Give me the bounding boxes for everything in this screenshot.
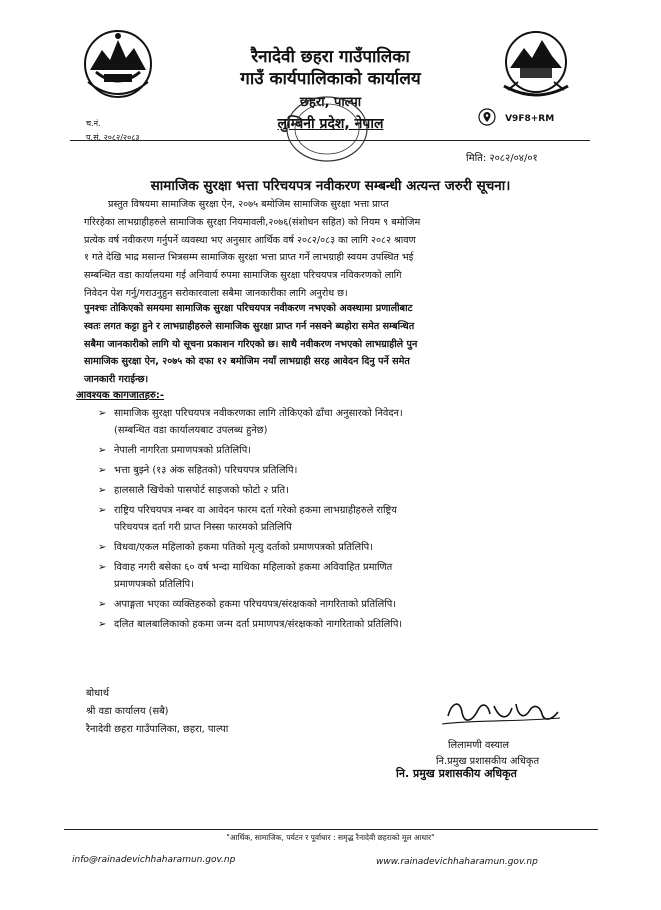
arrow-bullet-icon: ➢ <box>98 542 107 553</box>
office-location: छहरा, पाल्पा <box>299 95 362 110</box>
arrow-bullet-icon: ➢ <box>98 562 107 573</box>
body-line: सम्बन्धित वडा कार्यालयमा गई अनिवार्य रुपमा सामाजिक सुरक्षा परिचयपत्र नविकरणको लागि <box>84 270 402 282</box>
footer-divider <box>64 829 598 830</box>
arrow-bullet-icon: ➢ <box>98 445 107 456</box>
office-province: लुम्बिनी प्रदेश, नेपाल <box>277 116 384 132</box>
body-line: प्रस्तुत विषयमा सामाजिक सुरक्षा ऐन, २०७५ बमोजिम सामाजिक सुरक्षा भत्ता प्राप्त <box>108 199 389 210</box>
list-item: ➢ राष्ट्रिय परिचयपत्र नम्बर वा आवेदन फारम दर्ता गरेको हकमा लाभग्राहीहरुले राष्ट्रिय परिचयपत्र दर्ता गरी प्राप्त निस्सा फारमको प्रतिलिपि <box>98 502 550 536</box>
signatory-title: नि.प्रमुख प्रशासकीय अधिकृत <box>436 756 540 767</box>
arrow-bullet-icon: ➢ <box>98 465 107 476</box>
notice-title: सामाजिक सुरक्षा भत्ता परिचयपत्र नवीकरण सम्बन्धी अत्यन्त जरुरी सूचना। <box>150 178 511 194</box>
notice-date: मिति: २०८२/०४/०१ <box>466 153 538 164</box>
recipient-line: रैनादेवी छहरा गाउँपालिका, छहरा, पाल्पा <box>86 724 229 735</box>
postscript-line: पुनश्चः तोकिएको समयमा सामाजिक सुरक्षा परिचयपत्र नवीकरण नभएको अवस्थामा प्रणालीबाट <box>84 303 413 314</box>
postscript-line: जानकारी गराईन्छ। <box>84 374 149 386</box>
office-name: गाउँ कार्यपालिकाको कार्यालय <box>240 69 421 89</box>
fiscal-year: प.सं. २०८२/२०८३ <box>86 133 140 142</box>
list-item: ➢ हालसालै खिचेको पासपोर्ट साइजको फोटो २ प्रति। <box>98 482 550 499</box>
list-item: ➢ सामाजिक सुरक्षा परिचयपत्र नवीकरणका लागि तोकिएको ढाँचा अनुसारको निवेदन। (सम्बन्धित वडा कार्यालयबाट उपलब्ध हुनेछ) <box>98 405 550 439</box>
header-divider <box>70 140 590 141</box>
arrow-bullet-icon: ➢ <box>98 619 107 630</box>
reference-number-label: च.नं. <box>86 119 101 128</box>
location-pin-icon <box>478 108 496 126</box>
office-stamp <box>284 94 370 164</box>
list-item: ➢ भत्ता बुझ्ने (१३ अंक सहितको) परिचयपत्र प्रतिलिपि। <box>98 462 550 479</box>
list-item: ➢ अपाङ्गता भएका व्यक्तिहरुको हकमा परिचयपत्र/संरक्षकको नागरिताको प्रतिलिपि। <box>98 596 550 613</box>
list-item: ➢ दलित बालबालिकाको हकमा जन्म दर्ता प्रमाणपत्र/संरक्षकको नागरिताको प्रतिलिपि। <box>98 616 550 633</box>
recipients-label: बोधार्थ <box>86 688 109 699</box>
body-line: गरिरहेका लाभग्राहीहरुले सामाजिक सुरक्षा नियमावली,२०७६(संशोधन सहित) को नियम ९ बमोजिम <box>84 216 421 228</box>
body-line: प्रत्येक वर्ष नवीकरण गर्नुपर्ने व्यवस्था भए अनुसार आर्थिक वर्ष २०८२/०८३ का लागि २०८२ श्रावण <box>84 234 416 246</box>
signatory-name: लिलामणी वस्याल <box>448 740 510 751</box>
list-item: ➢ विधवा/एकल महिलाको हकमा पतिको मृत्यु दर्ताको प्रमाणपत्रको प्रतिलिपि। <box>98 539 550 556</box>
body-line: निवेदन पेश गर्नु/गराउनुहुन सरोकारवाला सबैमा जानकारीका लागि अनुरोध छ। <box>84 287 348 299</box>
recipient-line: श्री वडा कार्यालय (सबै) <box>86 706 169 717</box>
arrow-bullet-icon: ➢ <box>98 505 107 516</box>
signatory-stamp-title: नि. प्रमुख प्रशासकीय अधिकृत <box>396 767 517 780</box>
notice-body-paragraph <box>84 196 564 303</box>
footer-tagline: "आर्थिक, सामाजिक, पर्यटन र पूर्वाधार : समृद्ध रैनादेवी छहराको मूल आधार" <box>226 833 435 842</box>
notice-postscript-paragraph <box>84 300 564 389</box>
municipality-name: रैनादेवी छहरा गाउँपालिका <box>251 47 410 67</box>
postscript-line: स्वतः लगत कट्टा हुने र लाभग्राहीहरुले सामाजिक सुरक्षा प्राप्त गर्न नसक्ने ब्यहोरा समेत सम्बन्धित <box>84 320 415 332</box>
required-documents-list <box>98 405 550 636</box>
plus-code: V9F8+RM <box>505 114 555 124</box>
list-item: ➢ नेपाली नागरिता प्रमाणपत्रको प्रतिलिपि। <box>98 442 550 459</box>
footer-website: www.rainadevichhaharamun.gov.np <box>376 857 538 867</box>
arrow-bullet-icon: ➢ <box>98 599 107 610</box>
required-documents-heading: आवश्यक कागजातहरु:- <box>76 390 165 401</box>
arrow-bullet-icon: ➢ <box>98 408 107 419</box>
list-item: ➢ विवाह नगरी बसेका ६० वर्ष भन्दा माथिका महिलाको हकमा अविवाहित प्रमाणित प्रमाणपत्रको प्रतिलिपि। <box>98 559 550 593</box>
handwritten-signature <box>442 694 562 732</box>
postscript-line: सबैमा जानकारीको लागि यो सूचना प्रकाशन गरिएको छ। साथै नवीकरण नभएको लाभग्राहीले पुन <box>84 338 418 350</box>
body-line: १ गते देखि भाद्र मसान्त भित्रसम्म सामाजिक सुरक्षा भत्ता प्राप्त गर्ने लाभग्राही स्वयम उपस्थित भई <box>84 252 414 264</box>
arrow-bullet-icon: ➢ <box>98 485 107 496</box>
plus-code-box <box>478 106 554 126</box>
footer-email: info@rainadevichhaharamun.gov.np <box>72 855 236 865</box>
postscript-line: सामाजिक सुरक्षा ऐन, २०७५ को दफा १२ बमोजिम नयाँ लाभग्राही सरह आवेदन दिनु पर्ने समेत <box>84 356 410 368</box>
